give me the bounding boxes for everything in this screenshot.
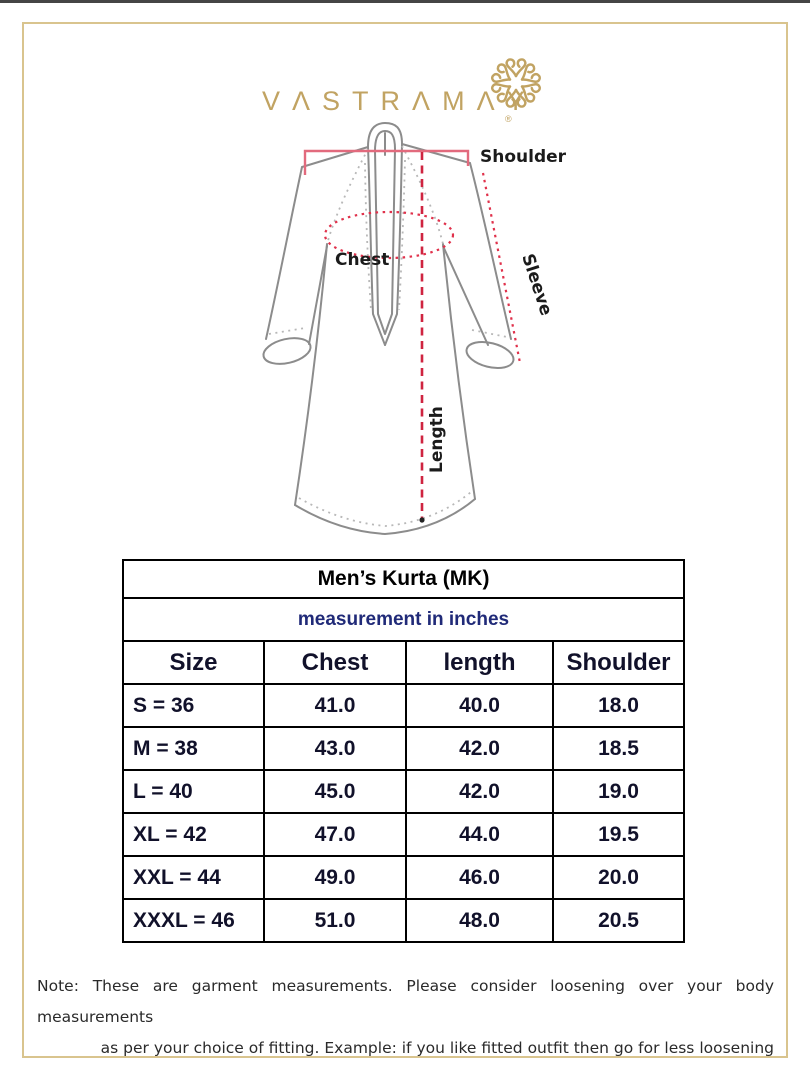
shoulder-label: Shoulder [480,147,567,167]
cell-size: M = 38 [123,727,264,770]
size-row [123,899,684,942]
cell-chest: 49.0 [264,856,406,899]
cell-shoulder: 20.5 [553,899,684,942]
table-body [123,684,684,942]
measurement-annotations [305,151,520,523]
cell-shoulder: 18.0 [553,684,684,727]
cell-shoulder: 18.5 [553,727,684,770]
cell-length: 48.0 [406,899,553,942]
cell-chest: 43.0 [264,727,406,770]
cell-shoulder: 19.0 [553,770,684,813]
column-header-size: Size [123,641,264,684]
floral-rosette-icon [487,54,545,112]
brand-header [0,30,810,124]
size-chart-table [122,559,685,943]
table-header-row [123,641,684,684]
table-subtitle: measurement in inches [123,598,684,641]
cell-shoulder: 19.5 [553,813,684,856]
cell-length: 42.0 [406,770,553,813]
table-subtitle-row [123,598,684,641]
cell-length: 40.0 [406,684,553,727]
registered-trademark: ® [505,114,512,124]
length-line-endpoint [419,517,424,522]
size-row [123,770,684,813]
column-header-shoulder: Shoulder [553,641,684,684]
cell-length: 46.0 [406,856,553,899]
cell-size: L = 40 [123,770,264,813]
column-header-chest: Chest [264,641,406,684]
table-title: Men’s Kurta (MK) [123,560,684,598]
cell-chest: 41.0 [264,684,406,727]
sleeve-label: Sleeve [517,251,556,319]
cell-chest: 47.0 [264,813,406,856]
length-label: Length [427,406,447,473]
cell-size: XL = 42 [123,813,264,856]
measurement-note [37,971,774,1064]
kurta-measurement-diagram [235,118,575,548]
cell-chest: 45.0 [264,770,406,813]
brand-logo-text: VΛSTRΛMΛY [262,86,537,116]
cell-length: 44.0 [406,813,553,856]
kurta-outline [261,123,516,534]
sleeve-measure-line [483,173,520,363]
column-header-length: length [406,641,553,684]
cell-chest: 51.0 [264,899,406,942]
top-edge-strip [0,0,810,3]
note-line-2: as per your choice of fitting. Example: if you like fitted outfit then go for less loosening [100,1039,774,1057]
size-row [123,813,684,856]
cell-size: XXXL = 46 [123,899,264,942]
size-row [123,727,684,770]
cell-shoulder: 20.0 [553,856,684,899]
rosette-motifs [491,59,541,106]
size-row [123,856,684,899]
size-row [123,684,684,727]
table-title-row [123,560,684,598]
cell-size: XXL = 44 [123,856,264,899]
chest-label: Chest [335,250,390,270]
note-line-1: Note: These are garment measurements. Please consider loosening over your body measurements [37,977,774,1026]
cell-length: 42.0 [406,727,553,770]
cell-size: S = 36 [123,684,264,727]
